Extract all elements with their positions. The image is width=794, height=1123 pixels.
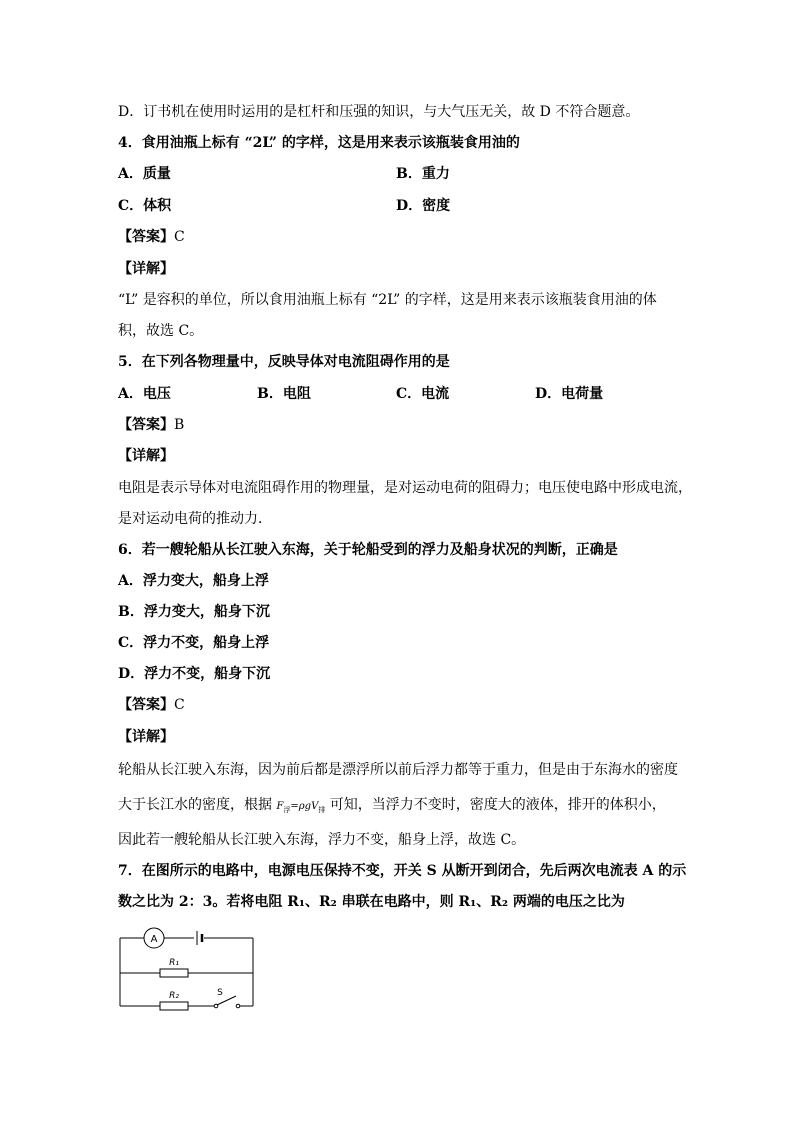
q4-detail-line1: “L” 是容积的单位，所以食用油瓶上标有 “2L” 的字样，这是用来表示该瓶装食用油的体 <box>118 292 657 308</box>
q5-stem: 5．在下列各物理量中，反映导体对电流阻碍作用的是 <box>118 354 450 370</box>
q4-detail-label: 【详解】 <box>118 261 174 277</box>
r2-label: R₂ <box>169 991 179 1001</box>
formula-v-sub: 排 <box>318 806 326 814</box>
q6-detail-line1: 轮船从长江驶入东海，因为前后都是漂浮所以前后浮力都等于重力，但是由于东海水的密度 <box>118 762 678 778</box>
formula-f-sub: 浮 <box>283 806 291 814</box>
q6-option-d: D．浮力不变，船身下沉 <box>118 666 271 682</box>
q5-option-d: D．电荷量 <box>535 386 604 402</box>
formula-eq: =ρg <box>290 801 312 812</box>
circuit-diagram <box>116 924 261 1014</box>
q4-option-c: C．体积 <box>118 198 172 214</box>
formula-f: F <box>276 801 284 812</box>
q4-detail-line2: 积，故选 C。 <box>118 323 204 339</box>
q7-stem-line1: 7．在图所示的电路中，电源电压保持不变，开关 S 从断开到闭合，先后两次电流表 A 的示 <box>118 863 687 879</box>
resistor-r2 <box>160 1002 188 1010</box>
q6-detail-line3: 因此若一艘轮船从长江驶入东海，浮力不变，船身上浮，故选 C。 <box>118 832 526 848</box>
q6-detail-line2-post: 可知，当浮力不变时，密度大的液体，排开的体积小， <box>325 797 666 813</box>
q5-detail-label: 【详解】 <box>118 448 174 464</box>
q5-option-a: A．电压 <box>118 386 171 402</box>
q3-option-d-explanation: D．订书机在使用时运用的是杠杆和压强的知识，与大气压无关，故 D 不符合题意。 <box>118 104 640 120</box>
switch-contact <box>236 1004 240 1008</box>
q6-option-a: A．浮力变大，船身上浮 <box>118 573 269 589</box>
ammeter-label: A <box>150 934 158 945</box>
switch-label: S <box>217 988 223 998</box>
q4-option-d: D．密度 <box>396 198 451 214</box>
resistor-r1 <box>160 969 188 977</box>
q5-answer-value: B <box>174 417 185 433</box>
q4-option-a: A．质量 <box>118 166 171 182</box>
q5-answer <box>118 416 184 434</box>
q6-answer-value: C <box>174 697 185 713</box>
q6-detail-line2-pre: 大于长江水的密度，根据 <box>118 797 277 813</box>
q4-option-b: B．重力 <box>396 166 450 182</box>
q5-detail-line2: 是对运动电荷的推动力． <box>118 511 272 527</box>
q4-stem: 4．食用油瓶上标有 “2L” 的字样，这是用来表示该瓶装食用油的 <box>118 135 520 151</box>
q6-option-b: B．浮力变大，船身下沉 <box>118 604 270 620</box>
q6-detail-label: 【详解】 <box>118 729 174 745</box>
q4-answer <box>118 228 185 246</box>
q4-answer-label: 【答案】 <box>118 229 174 245</box>
q5-option-b: B．电阻 <box>257 386 311 402</box>
q5-detail-line1: 电阻是表示导体对电流阻碍作用的物理量，是对运动电荷的阻碍力；电压使电路中形成电流， <box>118 480 692 496</box>
q6-option-c: C．浮力不变，船身上浮 <box>118 635 270 651</box>
q4-answer-value: C <box>174 229 185 245</box>
q7-stem-line2: 数之比为 2：3。若将电阻 R₁、R₂ 串联在电路中，则 R₁、R₂ 两端的电压之比为 <box>118 894 625 910</box>
r1-label: R₁ <box>169 958 179 968</box>
q6-answer <box>118 696 185 714</box>
q6-answer-label: 【答案】 <box>118 697 174 713</box>
formula-v: V <box>311 801 319 812</box>
q6-detail-line2 <box>118 796 666 819</box>
q5-answer-label: 【答案】 <box>118 417 174 433</box>
q6-stem: 6．若一艘轮船从长江驶入东海，关于轮船受到的浮力及船身状况的判断，正确是 <box>118 542 618 558</box>
buoyancy-formula <box>276 801 325 812</box>
q5-option-c: C．电流 <box>396 386 450 402</box>
